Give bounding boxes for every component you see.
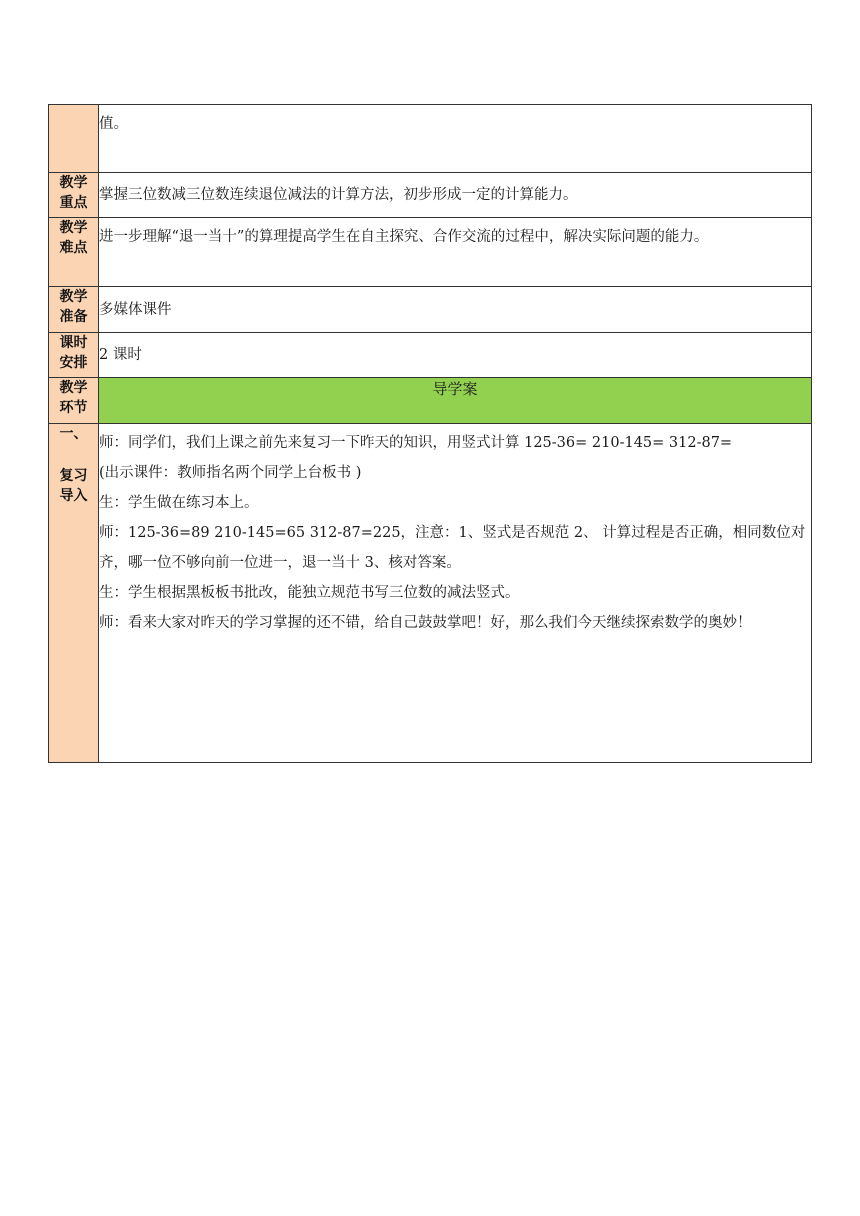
label-line: 复习: [59, 468, 88, 484]
review-paragraph: 师：同学们，我们上课之前先来复习一下昨天的知识，用竖式计算 125-36= 210-145= 312-87=: [99, 435, 733, 451]
label-line: 教学: [59, 220, 88, 236]
lesson-plan-table: [48, 104, 812, 763]
label-line: 准备: [59, 309, 88, 325]
row-difficulty: [49, 218, 812, 287]
row-review-intro: [49, 424, 812, 763]
row-schedule: [49, 333, 812, 378]
review-paragraph: 师：125-36=89 210-145=65 312-87=225，注意：1、竖式是否规范 2、 计算过程是否正确，相同数位对齐，哪一位不够向前一位进一，退一当十 3、核对答案。: [99, 525, 806, 571]
review-paragraph: 生：学生做在练习本上。: [99, 495, 259, 511]
key-point-label: [49, 173, 99, 218]
row-key-point: [49, 173, 812, 218]
guided-study-header: 导学案: [99, 378, 812, 424]
preparation-label: [49, 287, 99, 333]
row-objective-continued: [49, 105, 812, 173]
key-point-text: 掌握三位数减三位数连续退位减法的计算方法，初步形成一定的计算能力。: [99, 173, 812, 218]
schedule-text: 2 课时: [99, 333, 812, 378]
schedule-label: [49, 333, 99, 378]
label-line: 一、: [59, 426, 88, 442]
row-label-empty: [49, 105, 99, 173]
review-paragraph: 师：看来大家对昨天的学习掌握的还不错，给自己鼓鼓掌吧！好，那么我们今天继续探索数学的奥妙！: [99, 615, 752, 631]
review-paragraph: 生：学生根据黑板板书批改，能独立规范书写三位数的减法竖式。: [99, 585, 520, 601]
blank-space: [99, 638, 811, 662]
label-spacer: [49, 444, 98, 466]
label-line: 环节: [59, 400, 88, 416]
difficulty-label: [49, 218, 99, 287]
label-line: 安排: [59, 355, 88, 371]
objective-continued-text: 值。: [99, 105, 812, 173]
label-line: 课时: [59, 335, 88, 351]
difficulty-text: 进一步理解“退一当十”的算理提高学生在自主探究、合作交流的过程中，解决实际问题的能力。: [99, 218, 812, 287]
label-line: 教学: [59, 380, 88, 396]
preparation-text: 多媒体课件: [99, 287, 812, 333]
review-label: [49, 424, 99, 763]
row-preparation: [49, 287, 812, 333]
label-line: 导入: [59, 488, 88, 504]
stage-label: [49, 378, 99, 424]
label-line: 教学: [59, 175, 88, 191]
row-stage-header: [49, 378, 812, 424]
label-line: 重点: [59, 195, 88, 211]
label-line: 教学: [59, 289, 88, 305]
label-line: 难点: [59, 240, 88, 256]
review-content: [99, 424, 812, 763]
review-paragraph: (出示课件：教师指名两个同学上台板书 ): [99, 465, 362, 481]
